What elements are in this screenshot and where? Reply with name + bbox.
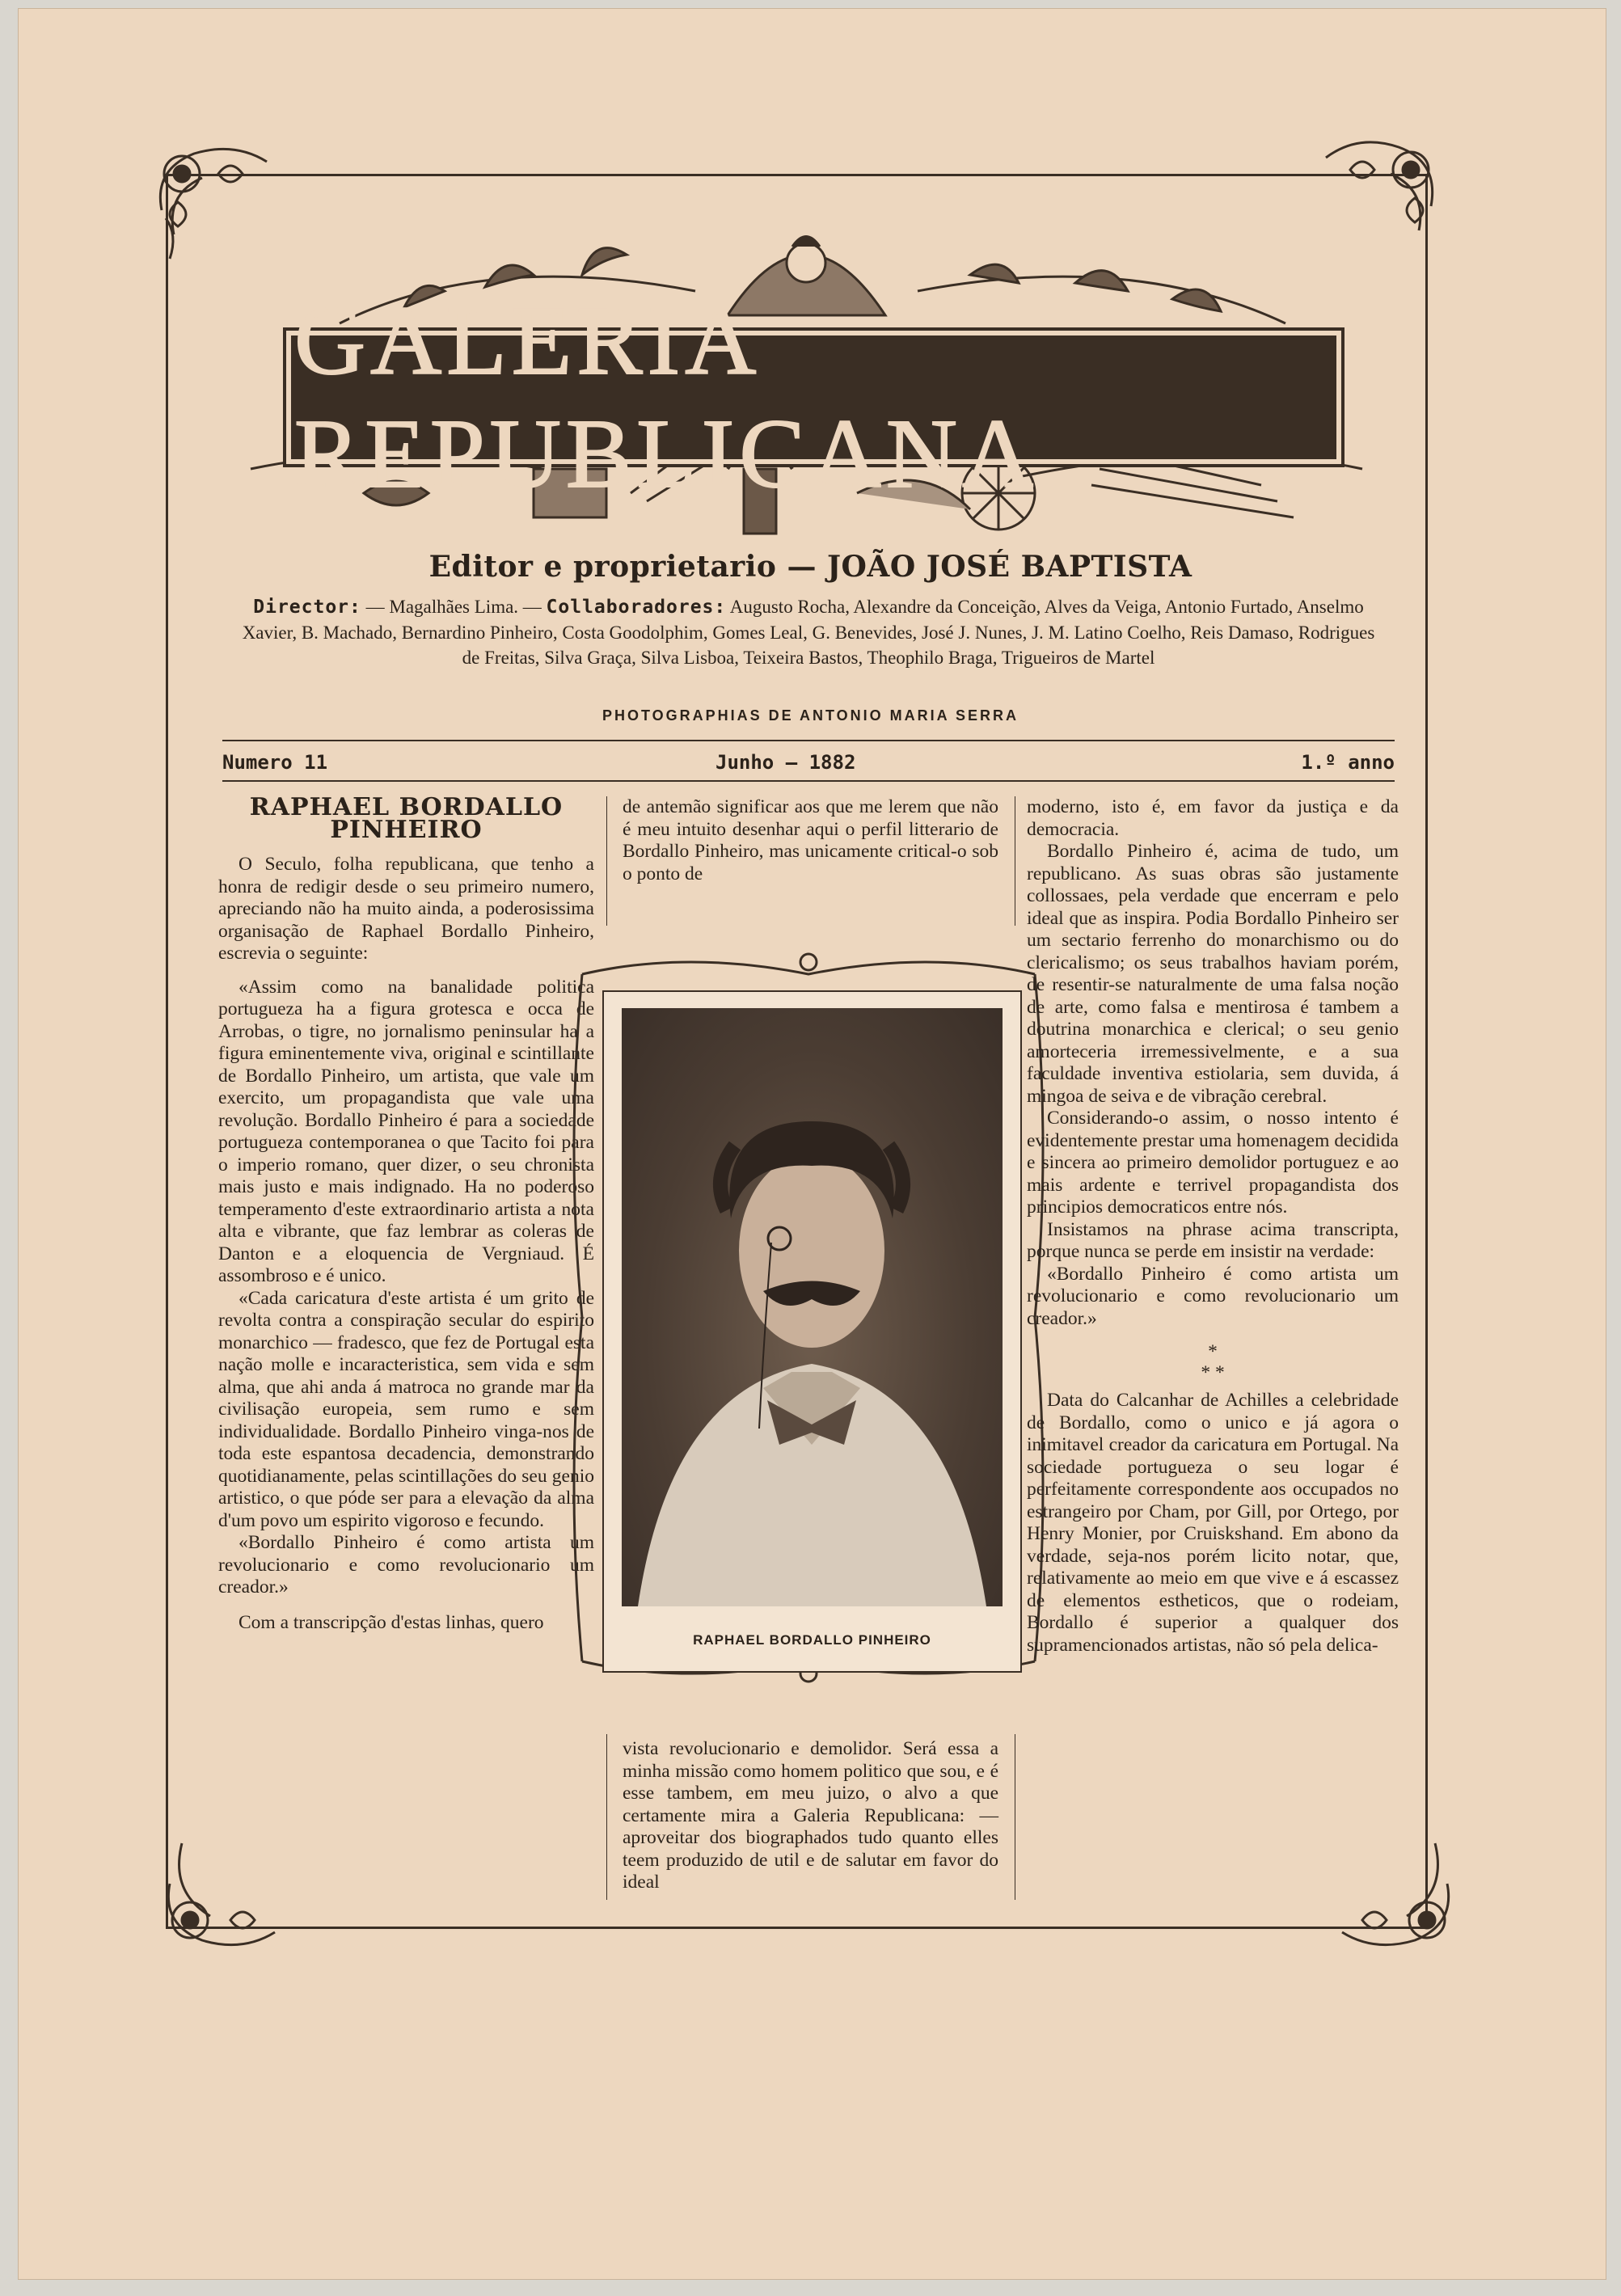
paragraph: O Seculo, folha republicana, que tenho a honra de redigir desde o seu primeiro numero, apreciando não ha muito ainda, a poderosissima organisação de Raphael Bordallo Pinheiro, escrevia o seguinte: (218, 854, 594, 964)
article-title: RAPHAEL BORDALLO PINHEIRO (249, 793, 564, 844)
issue-year: 1.º anno (1301, 751, 1395, 774)
article-column-3-top (1027, 796, 1399, 1657)
divider-rule (222, 740, 1395, 741)
paragraph: Considerando-o assim, o nosso intento é evidentemente prestar uma homenagem decidida e sincera ao primeiro demolidor portuguez e ao mais ardente e terrivel propagandista dos principios democraticos entre nós. (1027, 1108, 1399, 1218)
editor-line: Editor e proprietario — JOÃO JOSÉ BAPTISTA (428, 550, 1193, 584)
portrait-card (602, 990, 1022, 1673)
paragraph: Com a transcripção d'estas linhas, quero (239, 1611, 544, 1633)
paragraph: vista revolucionario e demolidor. Será essa a minha missão como homem politico que sou, e é esse tambem, em meu juizo, o alvo a que certamente mira a Galeria Republicana: — aproveitar dos biographados tudo quanto elles teem produzido de util e de salutar em favor do ideal (623, 1738, 998, 1893)
divider-rule (222, 780, 1395, 782)
column-rule (606, 1734, 607, 1900)
paragraph: Bordallo Pinheiro é, acima de tudo, um republicano. As suas obras são justamente collossaes, pela verdade que encerram e pelo ideal que as inspira. Podia Bordallo Pinheiro ser um sectario ferrenho do monarchismo ou do clericalismo; os seus trabalhos haviam porém, de resentir-se naturalmente de uma falsa noção de arte, como falsa e mentirosa é tambem a doutrina monarchica e clerical; o seu genio amorteceria irremessivelmente, e a sua faculdade inventiva estiolaria, sem duvida, á mingoa de seiva e de vibração cerebral. (1027, 841, 1399, 1107)
collaborators-text: Augusto Rocha, Alexandre da Conceição, Alves da Veiga, Antonio Furtado, Anselmo Xavier, B. Machado, Bernardino Pinheiro, Costa Goodolphim, Gomes Leal, G. Benevides, José J. Nunes, J. M. Latino Coelho, Reis Damaso, Rodrigues de Freitas, Silva Graça, Silva Lisboa, Teixeira Bastos, Theophilo Braga, Trigueiros de Martel (242, 597, 1375, 668)
paragraph: «Assim como na banalidade politica portugueza ha a figura grotesca e occa de Arrobas, o tigre, no jornalismo peninsular ha a figura eminentemente viva, original e scintillante de Bordallo Pinheiro, um artista, que vale um exercito, um propagandista que vale uma revolução. Bordallo Pinheiro é para a sociedade portugueza contemporanea o que Tacito foi para o imperio romano, quer dizer, o seu chronista mais justo e mais indignado. Ha no poderoso temperamento d'este extraordinario artista a nota alta e vibrante, que faz lembrar as coleras de Danton e a eloquencia de Vergniaud. É assombroso e é unico. (218, 976, 594, 1286)
paragraph: moderno, isto é, em favor da justiça e da democracia. (1027, 796, 1399, 840)
director-text: — Magalhães Lima. — (361, 597, 547, 617)
credits-block (234, 594, 1382, 670)
issue-number: Numero 11 (222, 751, 328, 774)
collaborators-label: Collaboradores: (546, 597, 727, 618)
paragraph: Data do Calcanhar de Achilles a celebridade de Bordallo, como o unico e já agora o inimitavel creador da caricatura em Portugal. Na sociedade portugueza o seu logar é perfeitamente correspondente aos occupados no estrangeiro por Cham, por Gill, por Ortego, por Henry Monier, por Cruiskshand. Em abono da verdade, seja-nos porém licito notar, que, relativamente ao meio em que vive e á escassez de elementos estheticos, que o rodeiam, Bordallo é superior a qualquer dos supramencionados artistas, não só pela delica- (1027, 1390, 1399, 1656)
issue-row (222, 748, 1395, 780)
column-rule (606, 796, 607, 926)
photo-caption: RAPHAEL BORDALLO PINHEIRO (693, 1632, 931, 1648)
star-pair: * * (1201, 1362, 1225, 1383)
article-column-2-top (623, 796, 998, 885)
photo-credit: PHOTOGRAPHIAS DE ANTONIO MARIA SERRA (602, 707, 1019, 724)
issue-date: Junho — 1882 (716, 751, 856, 774)
corner-ornament-bottom-right (1326, 1819, 1463, 1956)
director-label: Director: (253, 597, 361, 618)
paragraph: «Bordallo Pinheiro é como artista um revolucionario e como revolucionario um creador.» (218, 1532, 594, 1597)
portrait-figure (622, 1008, 1003, 1606)
paragraph: «Cada caricatura d'este artista é um grito de revolta contra a conspiração secular do espirito monarchico — fradesco, que fez de Portugal esta nação molle e incaracteristica, sem vida e sem alma, que ahi anda á matroca no grande mar da civilisação europeia, sem rumo e sem individualidade. Bordallo Pinheiro vinga-nos de toda este espantosa decadencia, demonstrando quotidianamente, pelas scintillações do seu genio artistico, o que póde ser para a elevação da alma d'um povo um espirito vigoroso e fecundo. (218, 1287, 594, 1531)
paragraph: «Bordallo Pinheiro é como artista um revolucionario e como revolucionario um creador.» (1027, 1263, 1399, 1329)
masthead-title: GALERIA REPUBLICANA (294, 285, 1039, 509)
article-column-2-bottom (623, 1738, 998, 1894)
portrait-photo (622, 1008, 1003, 1606)
paragraph: Insistamos na phrase acima transcripta, porque nunca se perde em insistir na verdade: (1027, 1218, 1399, 1262)
paragraph: de antemão significar aos que me lerem que não é meu intuito desenhar aqui o perfil litterario de Bordallo Pinheiro, mas unicamente critical-o sob o ponto de (623, 796, 998, 884)
article-column-1 (218, 793, 594, 1634)
star-top: * (1208, 1341, 1218, 1362)
section-stars (1027, 1341, 1399, 1383)
masthead-banner (291, 285, 1336, 509)
corner-ornament-bottom-left (154, 1819, 291, 1956)
